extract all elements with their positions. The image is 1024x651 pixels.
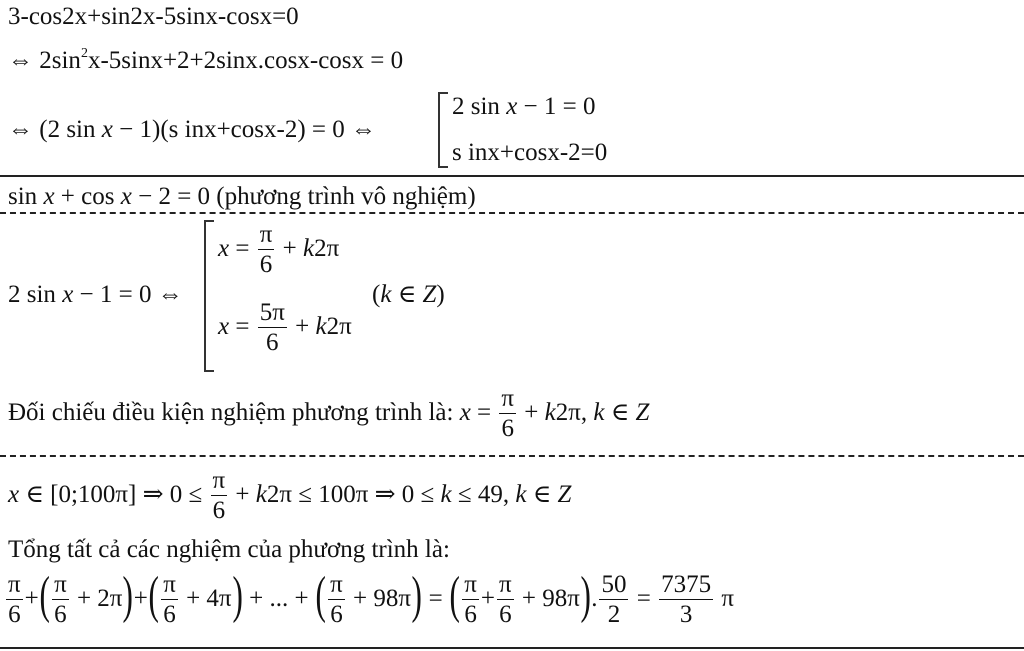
fraction-7375-3 bbox=[659, 572, 713, 629]
paren-open: ( bbox=[160, 116, 169, 143]
num: π bbox=[462, 572, 479, 600]
var-x: x bbox=[459, 398, 471, 426]
case1-c: − 1 = 0 bbox=[517, 93, 596, 120]
paren-close: ) bbox=[297, 116, 306, 143]
paren-open: ( bbox=[39, 567, 50, 625]
term: + 98π bbox=[515, 584, 580, 612]
fraction-pi-6 bbox=[462, 572, 479, 629]
divider-3 bbox=[0, 455, 1024, 457]
plus: + bbox=[276, 234, 303, 262]
num: π bbox=[52, 572, 69, 600]
case-2-first bbox=[218, 222, 339, 279]
paren-close: ) bbox=[122, 567, 134, 625]
line3-factor1: 2 sin bbox=[47, 116, 102, 143]
den: 6 bbox=[499, 601, 512, 629]
den: 6 bbox=[464, 601, 477, 629]
equation-line-1: 3-cos2x+sin2x-5sinx-cosx=0 bbox=[8, 3, 299, 30]
paren-close: ) bbox=[151, 116, 161, 143]
num: π bbox=[161, 572, 178, 600]
num: π bbox=[258, 222, 275, 250]
fraction-pi-6 bbox=[497, 572, 514, 629]
plus: + bbox=[480, 584, 496, 612]
var-k: k bbox=[315, 312, 327, 340]
l7b: ∈ [0;100π] ⇒ 0 ≤ bbox=[19, 480, 209, 508]
fraction-pi-6 bbox=[211, 468, 228, 525]
dot: . bbox=[591, 584, 598, 612]
in: ∈ bbox=[391, 281, 423, 308]
case1-a: 2 sin bbox=[452, 93, 507, 120]
den: 6 bbox=[330, 601, 343, 629]
sum-heading: Tổng tất cả các nghiệm của phương trình là: bbox=[8, 536, 450, 563]
fraction-pi-6 bbox=[161, 572, 178, 629]
l4e: − 2 = 0 (phương trình vô nghiệm) bbox=[131, 183, 476, 210]
plus: + bbox=[24, 584, 39, 612]
plus: + bbox=[288, 312, 316, 340]
num: 5π bbox=[258, 300, 287, 328]
fraction-50-2 bbox=[599, 572, 628, 629]
var-k: k bbox=[380, 281, 392, 308]
l4a: sin bbox=[8, 183, 44, 210]
p-close: ) bbox=[436, 281, 445, 308]
den: 3 bbox=[679, 601, 693, 629]
bottom-rule bbox=[0, 647, 1024, 649]
line2-part-a: ⇔ 2sin bbox=[8, 47, 81, 74]
var-x: x bbox=[218, 234, 230, 262]
l7e: 2π ≤ 100π ⇒ 0 ≤ bbox=[266, 480, 441, 508]
term: + 98π bbox=[346, 584, 412, 612]
var-k: k bbox=[593, 398, 605, 426]
l5c: − 1 = 0 ⇔ bbox=[73, 281, 183, 308]
condition-k bbox=[372, 282, 445, 307]
l5a: 2 sin bbox=[8, 281, 63, 308]
var-k: k bbox=[544, 398, 556, 426]
line2-part-b: x-5sinx+2+2sinx.cosx-cosx = 0 bbox=[87, 47, 404, 74]
den: 6 bbox=[163, 601, 176, 629]
equation-line-6 bbox=[8, 386, 649, 443]
case-bracket-1 bbox=[438, 92, 448, 168]
fraction-5pi-6 bbox=[258, 300, 287, 357]
paren-close: ) bbox=[411, 567, 422, 625]
line3-iff: ⇔ bbox=[8, 116, 33, 143]
den: 6 bbox=[501, 415, 514, 443]
dots: + ... + bbox=[242, 584, 315, 612]
case-2-second bbox=[218, 300, 352, 357]
den: 6 bbox=[212, 497, 226, 525]
plus: + bbox=[229, 480, 256, 508]
var-x: x bbox=[8, 480, 20, 508]
var-k: k bbox=[440, 480, 452, 508]
paren-open: ( bbox=[449, 567, 460, 625]
line2-superscript: 2 bbox=[80, 46, 88, 61]
set-z: Z bbox=[635, 398, 650, 426]
eq: = bbox=[470, 398, 498, 426]
den: 6 bbox=[266, 329, 279, 357]
set-z: Z bbox=[557, 480, 572, 508]
case-1-first bbox=[452, 94, 596, 119]
case-bracket-2 bbox=[204, 220, 214, 372]
equation-line-2 bbox=[8, 48, 403, 73]
eq: = bbox=[229, 234, 256, 262]
paren-close: ) bbox=[232, 567, 243, 625]
two-pi: 2π bbox=[314, 234, 340, 262]
var-x: x bbox=[120, 183, 132, 210]
var-x: x bbox=[43, 183, 55, 210]
var-k: k bbox=[515, 480, 527, 508]
num: π bbox=[328, 572, 345, 600]
num: 7375 bbox=[659, 572, 713, 600]
in: ∈ bbox=[526, 480, 558, 508]
line3-factor1-tail: − 1 bbox=[112, 116, 152, 143]
num: 50 bbox=[599, 572, 628, 600]
fraction-pi-6 bbox=[52, 572, 69, 629]
in: ∈ bbox=[604, 398, 636, 426]
den: 6 bbox=[54, 601, 67, 629]
equals: = bbox=[422, 584, 449, 612]
set-z: Z bbox=[422, 281, 437, 308]
num: π bbox=[6, 572, 23, 600]
var-k: k bbox=[255, 480, 267, 508]
den: 2 bbox=[607, 601, 621, 629]
var-x: x bbox=[101, 116, 113, 143]
fraction-pi-6 bbox=[499, 386, 516, 443]
paren-open: ( bbox=[315, 567, 326, 625]
plus: + bbox=[518, 398, 545, 426]
l6-text: Đối chiếu điều kiện nghiệm phương trình là: bbox=[8, 398, 460, 426]
line3-eq: = 0 ⇔ bbox=[305, 116, 377, 143]
l4c: + cos bbox=[54, 183, 121, 210]
var-k: k bbox=[302, 234, 315, 262]
var-x: x bbox=[218, 312, 230, 340]
var-x: x bbox=[62, 281, 74, 308]
two-pi: 2π bbox=[326, 312, 352, 340]
num: π bbox=[211, 468, 228, 496]
var-x: x bbox=[506, 93, 518, 120]
fraction-pi-6 bbox=[258, 222, 275, 279]
fraction-pi-6 bbox=[6, 572, 23, 629]
eq: = bbox=[229, 312, 256, 340]
divider-1 bbox=[0, 175, 1024, 177]
equals: = bbox=[630, 584, 658, 612]
divider-2 bbox=[0, 212, 1024, 214]
num: π bbox=[497, 572, 514, 600]
line3-factor2: s inx+cosx-2 bbox=[168, 116, 298, 143]
plus: + bbox=[133, 584, 148, 612]
den: 6 bbox=[259, 251, 273, 279]
fraction-pi-6 bbox=[328, 572, 345, 629]
num: π bbox=[499, 386, 516, 414]
term: + 2π bbox=[70, 584, 123, 612]
equation-line-7 bbox=[8, 468, 571, 525]
paren-close: ) bbox=[580, 567, 591, 625]
equation-line-4 bbox=[8, 184, 476, 209]
den: 6 bbox=[8, 601, 21, 629]
case-1-second: s inx+cosx-2=0 bbox=[452, 139, 608, 166]
equation-line-5 bbox=[8, 282, 183, 307]
paren-open: ( bbox=[39, 116, 48, 143]
term: + 4π bbox=[179, 584, 232, 612]
pi-tail: π bbox=[715, 584, 734, 612]
two-pi: 2π, bbox=[555, 398, 594, 426]
equation-line-3 bbox=[8, 117, 376, 142]
l7g: ≤ 49, bbox=[451, 480, 516, 508]
paren-open: ( bbox=[148, 567, 159, 625]
sum-equation bbox=[4, 567, 734, 629]
p-open: ( bbox=[372, 281, 381, 308]
